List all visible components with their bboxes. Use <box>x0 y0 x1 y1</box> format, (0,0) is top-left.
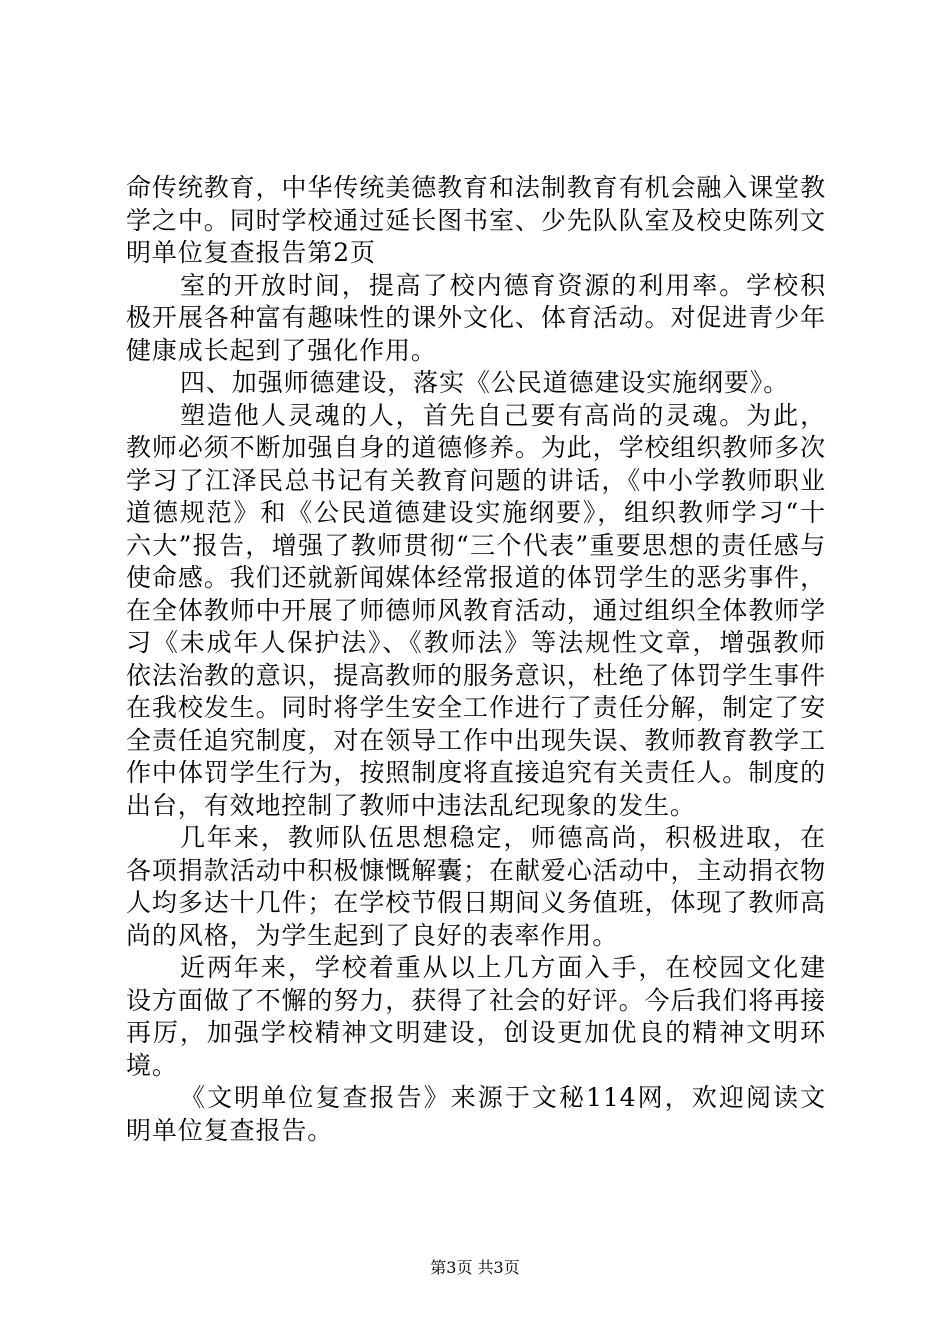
paragraph-5: 近两年来，学校着重从以上几方面入手，在校园文化建设方面做了不懈的努力，获得了社会的好评。今后我们将再接再厉，加强学校精神文明建设，创设更加优良的精神文明环境。 <box>126 953 826 1080</box>
section-heading-4: 四、加强师德建设，落实《公民道德建设实施纲要》。 <box>180 368 790 397</box>
source-note: 《文明单位复查报告》来源于文秘114网，欢迎阅读文明单位复查报告。 <box>126 1083 826 1145</box>
document-body <box>126 172 826 1147</box>
paragraph-4: 几年来，教师队伍思想稳定，师德高尚，积极进取，在各项捐款活动中积极慷慨解囊；在献爱心活动中，主动捐衣物人均多达十几件；在学校节假日期间义务值班，体现了教师高尚的风格，为学生起到了良好的表率作用。 <box>126 823 826 950</box>
paragraph-1: 命传统教育，中华传统美德教育和法制教育有机会融入课堂教学之中。同时学校通过延长图书室、少先队队室及校史陈列文明单位复查报告第2页 <box>126 173 826 267</box>
paragraph-3: 塑造他人灵魂的人，首先自己要有高尚的灵魂。为此，教师必须不断加强自身的道德修养。为此，学校组织教师多次学习了江泽民总书记有关教育问题的讲话，《中小学教师职业道德规范》和《公民道德建设实施纲要》，组织教师学习“十六大”报告，增强了教师贯彻“三个代表”重要思想的责任感与使命感。我们还就新闻媒体经常报道的体罚学生的恶劣事件，在全体教师中开展了师德师风教育活动，通过组织全体教师学习《未成年人保护法》、《教师法》等法规性文章，增强教师依法治教的意识，提高教师的服务意识，杜绝了体罚学生事件在我校发生。同时将学生安全工作进行了责任分解，制定了安全责任追究制度，对在领导工作中出现失误、教师教育教学工作中体罚学生行为，按照制度将直接追究有关责任人。制度的出台，有效地控制了教师中违法乱纪现象的发生。 <box>126 400 826 820</box>
paragraph-2: 室的开放时间，提高了校内德育资源的利用率。学校积极开展各种富有趣味性的课外文化、体育活动。对促进青少年健康成长起到了强化作用。 <box>126 270 826 365</box>
page-number-footer: 第3页 共3页 <box>430 1258 520 1277</box>
